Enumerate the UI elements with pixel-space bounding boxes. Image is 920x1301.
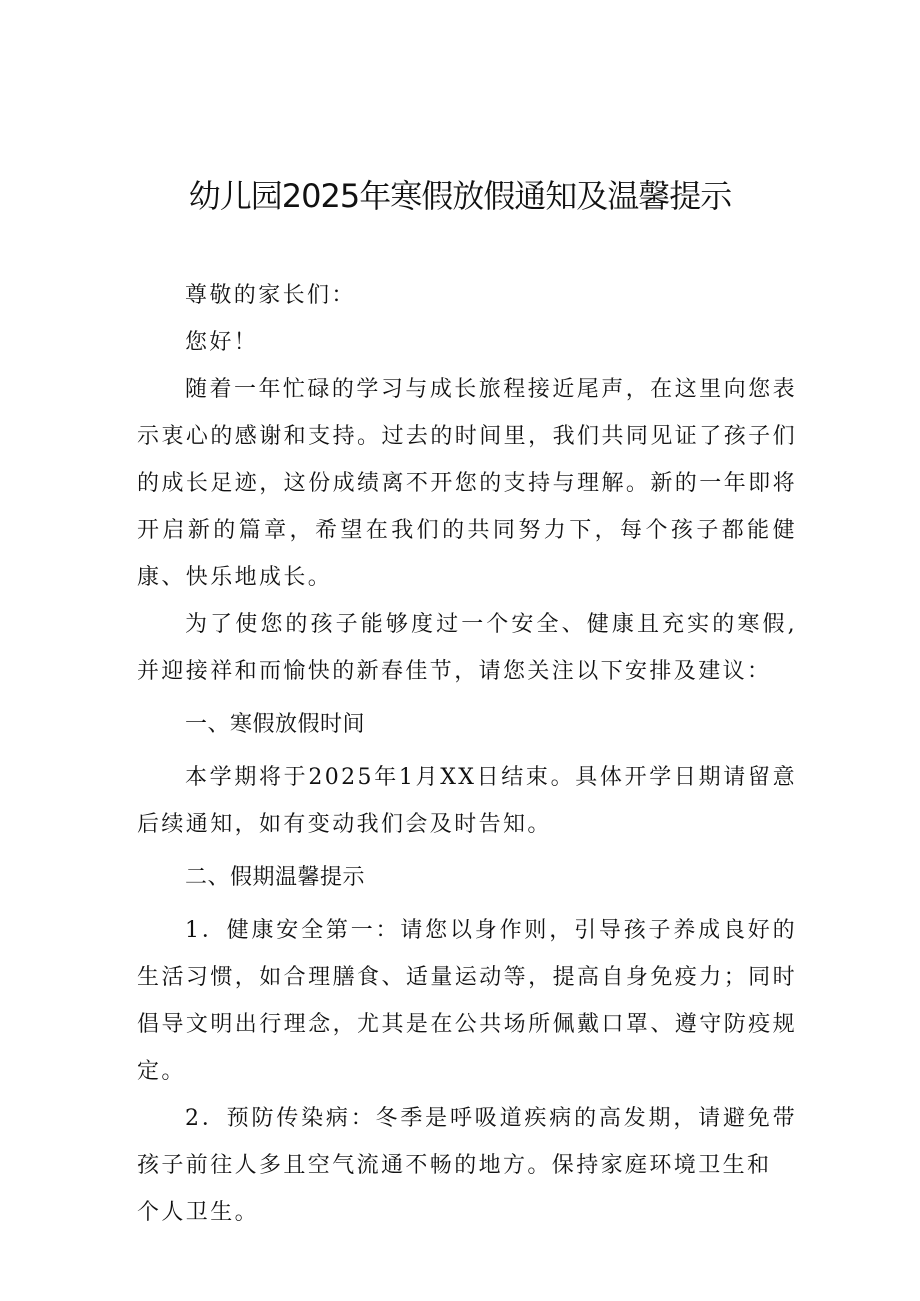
greeting: 您好！ xyxy=(185,330,259,355)
document-body xyxy=(137,272,797,1236)
salutation: 尊敬的家长们： xyxy=(185,283,356,308)
purpose-paragraph: 为了使您的孩子能够度过一个安全、健康且充实的寒假,并迎接祥和而愉快的新春佳节，请您关注以下安排及建议： xyxy=(137,612,797,684)
section-heading-holiday-tips: 二、假期温馨提示 xyxy=(185,865,366,890)
tip-prevent-disease-continued: 个人卫生。 xyxy=(137,1200,260,1225)
tip-prevent-disease: 2．预防传染病：冬季是呼吸道疾病的高发期，请避免带孩子前往人多且空气流通不畅的地方。保持家庭环境卫生和 xyxy=(137,1106,797,1178)
section-holiday-time-text: 本学期将于2025年1月XX日结束。具体开学日期请留意后续通知，如有变动我们会及时告知。 xyxy=(137,765,797,837)
intro-paragraph: 随着一年忙碌的学习与成长旅程接近尾声，在这里向您表示衷心的感谢和支持。过去的时间里，我们共同见证了孩子们的成长足迹，这份成绩离不开您的支持与理解。新的一年即将开启新的篇章，希望在我们的共同努力下，每个孩子都能健康、快乐地成长。 xyxy=(137,377,797,590)
section-heading-holiday-time: 一、寒假放假时间 xyxy=(185,712,366,737)
tip-health-safety: 1．健康安全第一：请您以身作则，引导孩子养成良好的生活习惯，如合理膳食、适量运动等，提高自身免疫力；同时倡导文明出行理念，尤其是在公共场所佩戴口罩、遵守防疫规定。 xyxy=(137,918,797,1084)
document-title: 幼儿园2025年寒假放假通知及温馨提示 xyxy=(188,177,732,215)
